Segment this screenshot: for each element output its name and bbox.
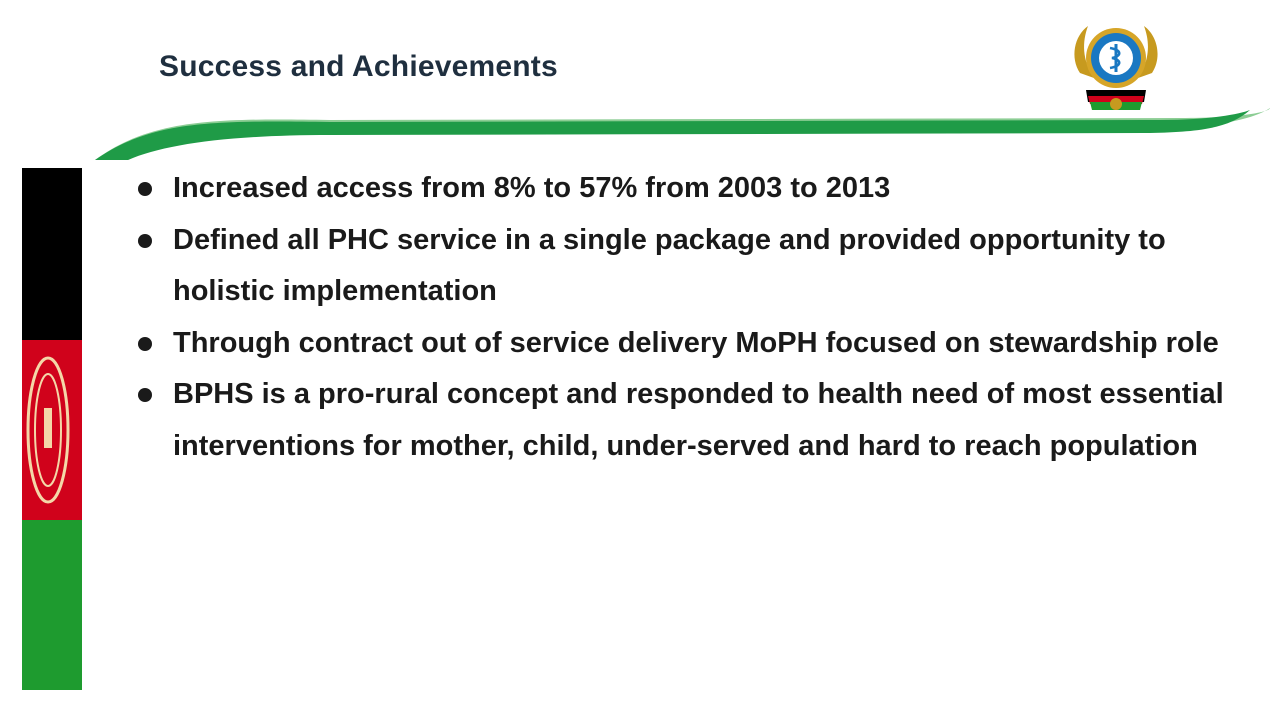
bullet-icon (136, 335, 154, 353)
bullet-icon (136, 180, 154, 198)
bullet-text: BPHS is a pro-rural concept and responded to health need of most essential interventions for mother, child, under-served and hard to reach population (173, 378, 1224, 462)
ministry-of-public-health-emblem-icon (1066, 18, 1166, 118)
bullet-text: Defined all PHC service in a single package and provided opportunity to holistic implementation (173, 223, 1166, 307)
list-item (136, 215, 1246, 318)
list-item (136, 369, 1246, 472)
afghanistan-flag-icon (22, 168, 82, 690)
list-item (136, 318, 1246, 370)
bullet-icon (136, 386, 154, 404)
bullet-list (136, 163, 1246, 472)
bullet-text: Through contract out of service delivery MoPH focused on stewardship role (173, 326, 1219, 359)
bullet-icon (136, 232, 154, 250)
slide-title: Success and Achievements (159, 50, 558, 83)
list-item (136, 163, 1246, 215)
bullet-text: Increased access from 8% to 57% from 2003 to 2013 (173, 172, 891, 204)
